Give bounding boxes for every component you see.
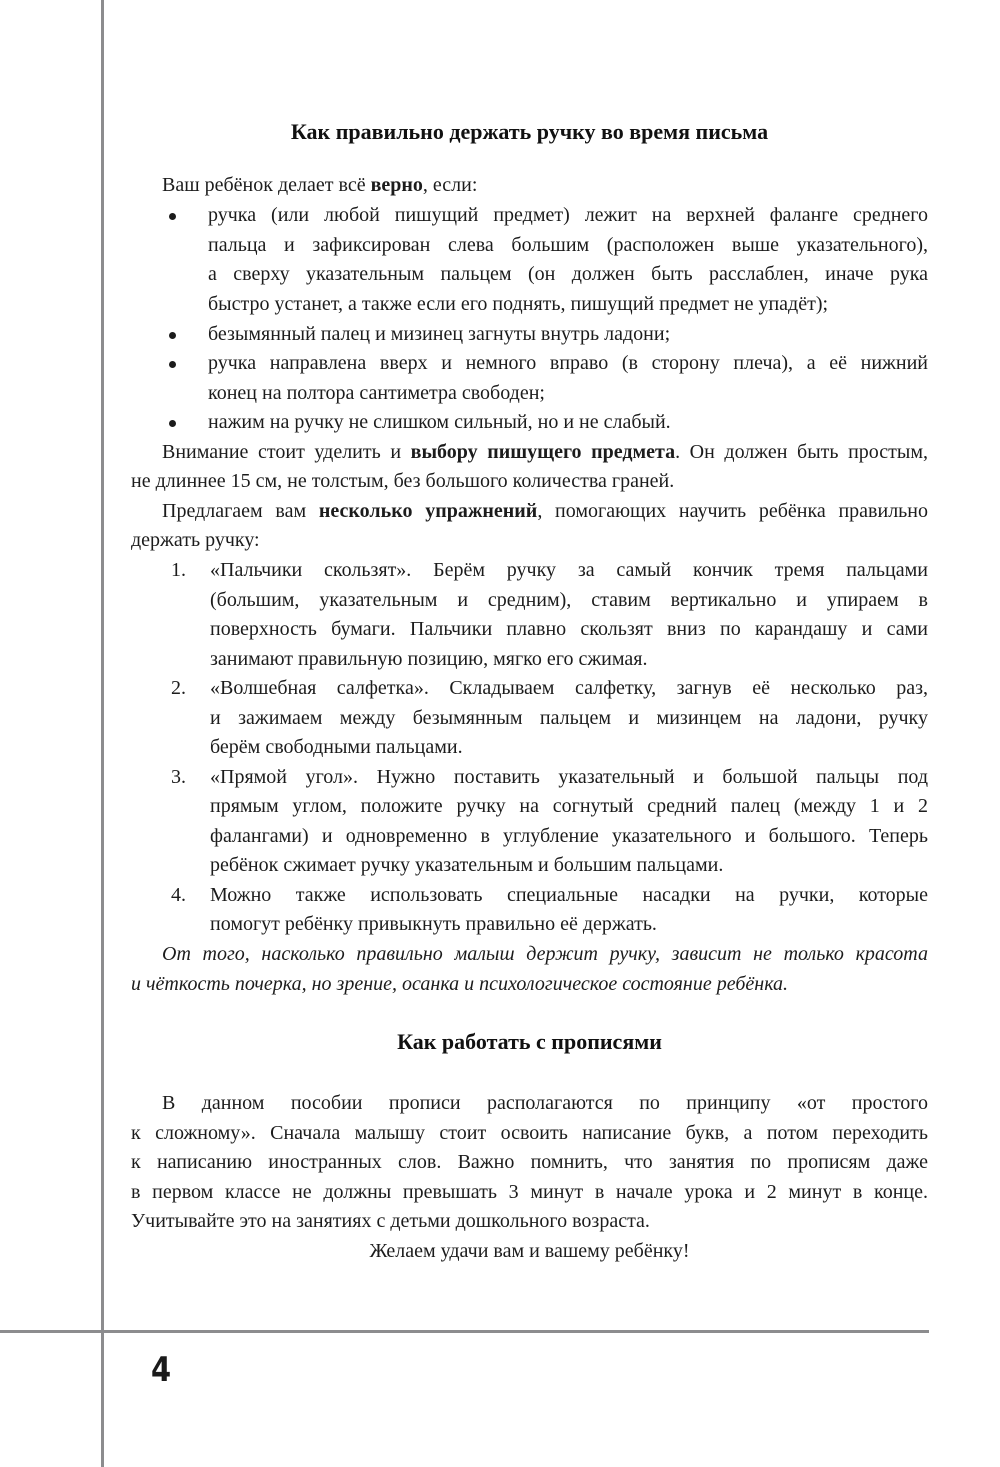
exercise-number: 3. xyxy=(171,766,186,788)
bullet-dot-icon xyxy=(169,349,179,378)
exercise-number: 2. xyxy=(171,677,186,699)
exercise-line: занимают правильную позицию, мягко его сжимая. xyxy=(210,648,648,670)
bullet-line: нажим на ручку не слишком сильный, но и не слабый. xyxy=(208,411,671,433)
exercise-line: «Пальчики скользят». Берём ручку за самый кончик тремя пальцами xyxy=(210,559,928,581)
exercises-intro-line: держать ручку: xyxy=(131,529,260,551)
exercise-line: Можно также использовать специальные насадки на ручки, которые xyxy=(210,884,928,906)
copybook-paragraph-line: к написанию иностранных слов. Важно помнить, что занятия по прописям даже xyxy=(131,1151,928,1173)
paragraph-text: Предлагаем вам xyxy=(162,500,319,522)
exercise-line: ребёнок сжимает ручку указательным и большим пальцами. xyxy=(210,854,724,876)
bullet-line: пальца и зафиксирован слева большим (расположен выше указательного), xyxy=(208,234,928,256)
page-margin-vertical-rule xyxy=(101,0,104,1467)
italic-note-line: От того, насколько правильно малыш держит ручку, зависит не только красота xyxy=(162,943,928,965)
paragraph-text: , помогающих научить ребёнка правильно xyxy=(537,500,929,522)
pen-choice-paragraph-line: не длиннее 15 см, не толстым, без большого количества граней. xyxy=(131,470,675,492)
page-number: 4 xyxy=(151,1350,172,1390)
bullet-line: а сверху указательным пальцем (он должен быть расслаблен, иначе рука xyxy=(208,263,928,285)
paragraph-bold-text: несколько упражнений xyxy=(318,500,538,522)
exercise-number: 1. xyxy=(171,559,186,581)
section-heading-hold-pen: Как правильно держать ручку во время письма xyxy=(290,119,769,144)
exercise-line: помогут ребёнку привыкнуть правильно её держать. xyxy=(210,913,657,935)
exercise-line: «Прямой угол». Нужно поставить указательный и большой пальцы под xyxy=(210,766,928,788)
exercise-line: и зажимаем между безымянным пальцем и мизинцем на ладони, ручку xyxy=(210,707,928,729)
copybook-paragraph-line: к сложному». Сначала малышу стоит освоить написание букв, а потом переходить xyxy=(131,1122,928,1144)
pen-choice-paragraph-line xyxy=(131,438,928,467)
bullet-line: конец на полтора сантиметра свободен; xyxy=(208,382,545,404)
page-footer-horizontal-rule xyxy=(0,1330,929,1333)
copybook-paragraph-line: Учитывайте это на занятиях с детьми дошкольного возраста. xyxy=(131,1210,650,1232)
italic-note-line: и чёткость почерка, но зрение, осанка и психологическое состояние ребёнка. xyxy=(131,973,789,995)
bullet-dot-icon xyxy=(169,201,179,230)
exercise-line: фалангами) и одновременно в углубление указательного и большого. Теперь xyxy=(210,825,928,847)
paragraph-text: . Он должен быть простым, xyxy=(675,441,928,463)
intro-bold-text: верно xyxy=(370,174,423,196)
exercise-line: прямым углом, положите ручку на согнутый средний палец (между 1 и 2 xyxy=(210,795,928,817)
exercise-line: «Волшебная салфетка». Складываем салфетку, загнув её несколько раз, xyxy=(210,677,928,699)
paragraph-text: Внимание стоит уделить и xyxy=(162,441,411,463)
closing-wish: Желаем удачи вам и вашему ребёнку! xyxy=(369,1240,690,1262)
exercise-line: поверхность бумаги. Пальчики плавно скользят вниз по карандашу и сами xyxy=(210,618,928,640)
exercise-line: (большим, указательным и средним), ставим вертикально и упираем в xyxy=(210,589,928,611)
bullet-line: ручка (или любой пишущий предмет) лежит на верхней фаланге среднего xyxy=(208,204,928,226)
intro-text: Ваш ребёнок делает всё xyxy=(162,174,371,196)
bullet-line: безымянный палец и мизинец загнуты внутрь ладони; xyxy=(208,323,671,345)
bullet-line: быстро устанет, а также если его поднять, пишущий предмет не упадёт); xyxy=(208,293,829,315)
exercises-intro-line xyxy=(131,497,928,526)
exercise-number: 4. xyxy=(171,884,186,906)
intro-paragraph xyxy=(131,171,477,200)
paragraph-bold-text: выбору пишущего предмета xyxy=(410,441,676,463)
bullet-dot-icon xyxy=(169,408,179,437)
exercise-line: берём свободными пальцами. xyxy=(210,736,463,758)
intro-text-end: , если: xyxy=(422,174,478,196)
bullet-dot-icon xyxy=(169,320,179,349)
copybook-paragraph-line: В данном пособии прописи располагаются по принципу «от простого xyxy=(162,1092,928,1114)
section-heading-copybooks: Как работать с прописями xyxy=(397,1029,662,1054)
copybook-paragraph-line: в первом классе не должны превышать 3 минут в начале урока и 2 минут в конце. xyxy=(131,1181,928,1203)
bullet-line: ручка направлена вверх и немного вправо (в сторону плеча), а её нижний xyxy=(208,352,928,374)
